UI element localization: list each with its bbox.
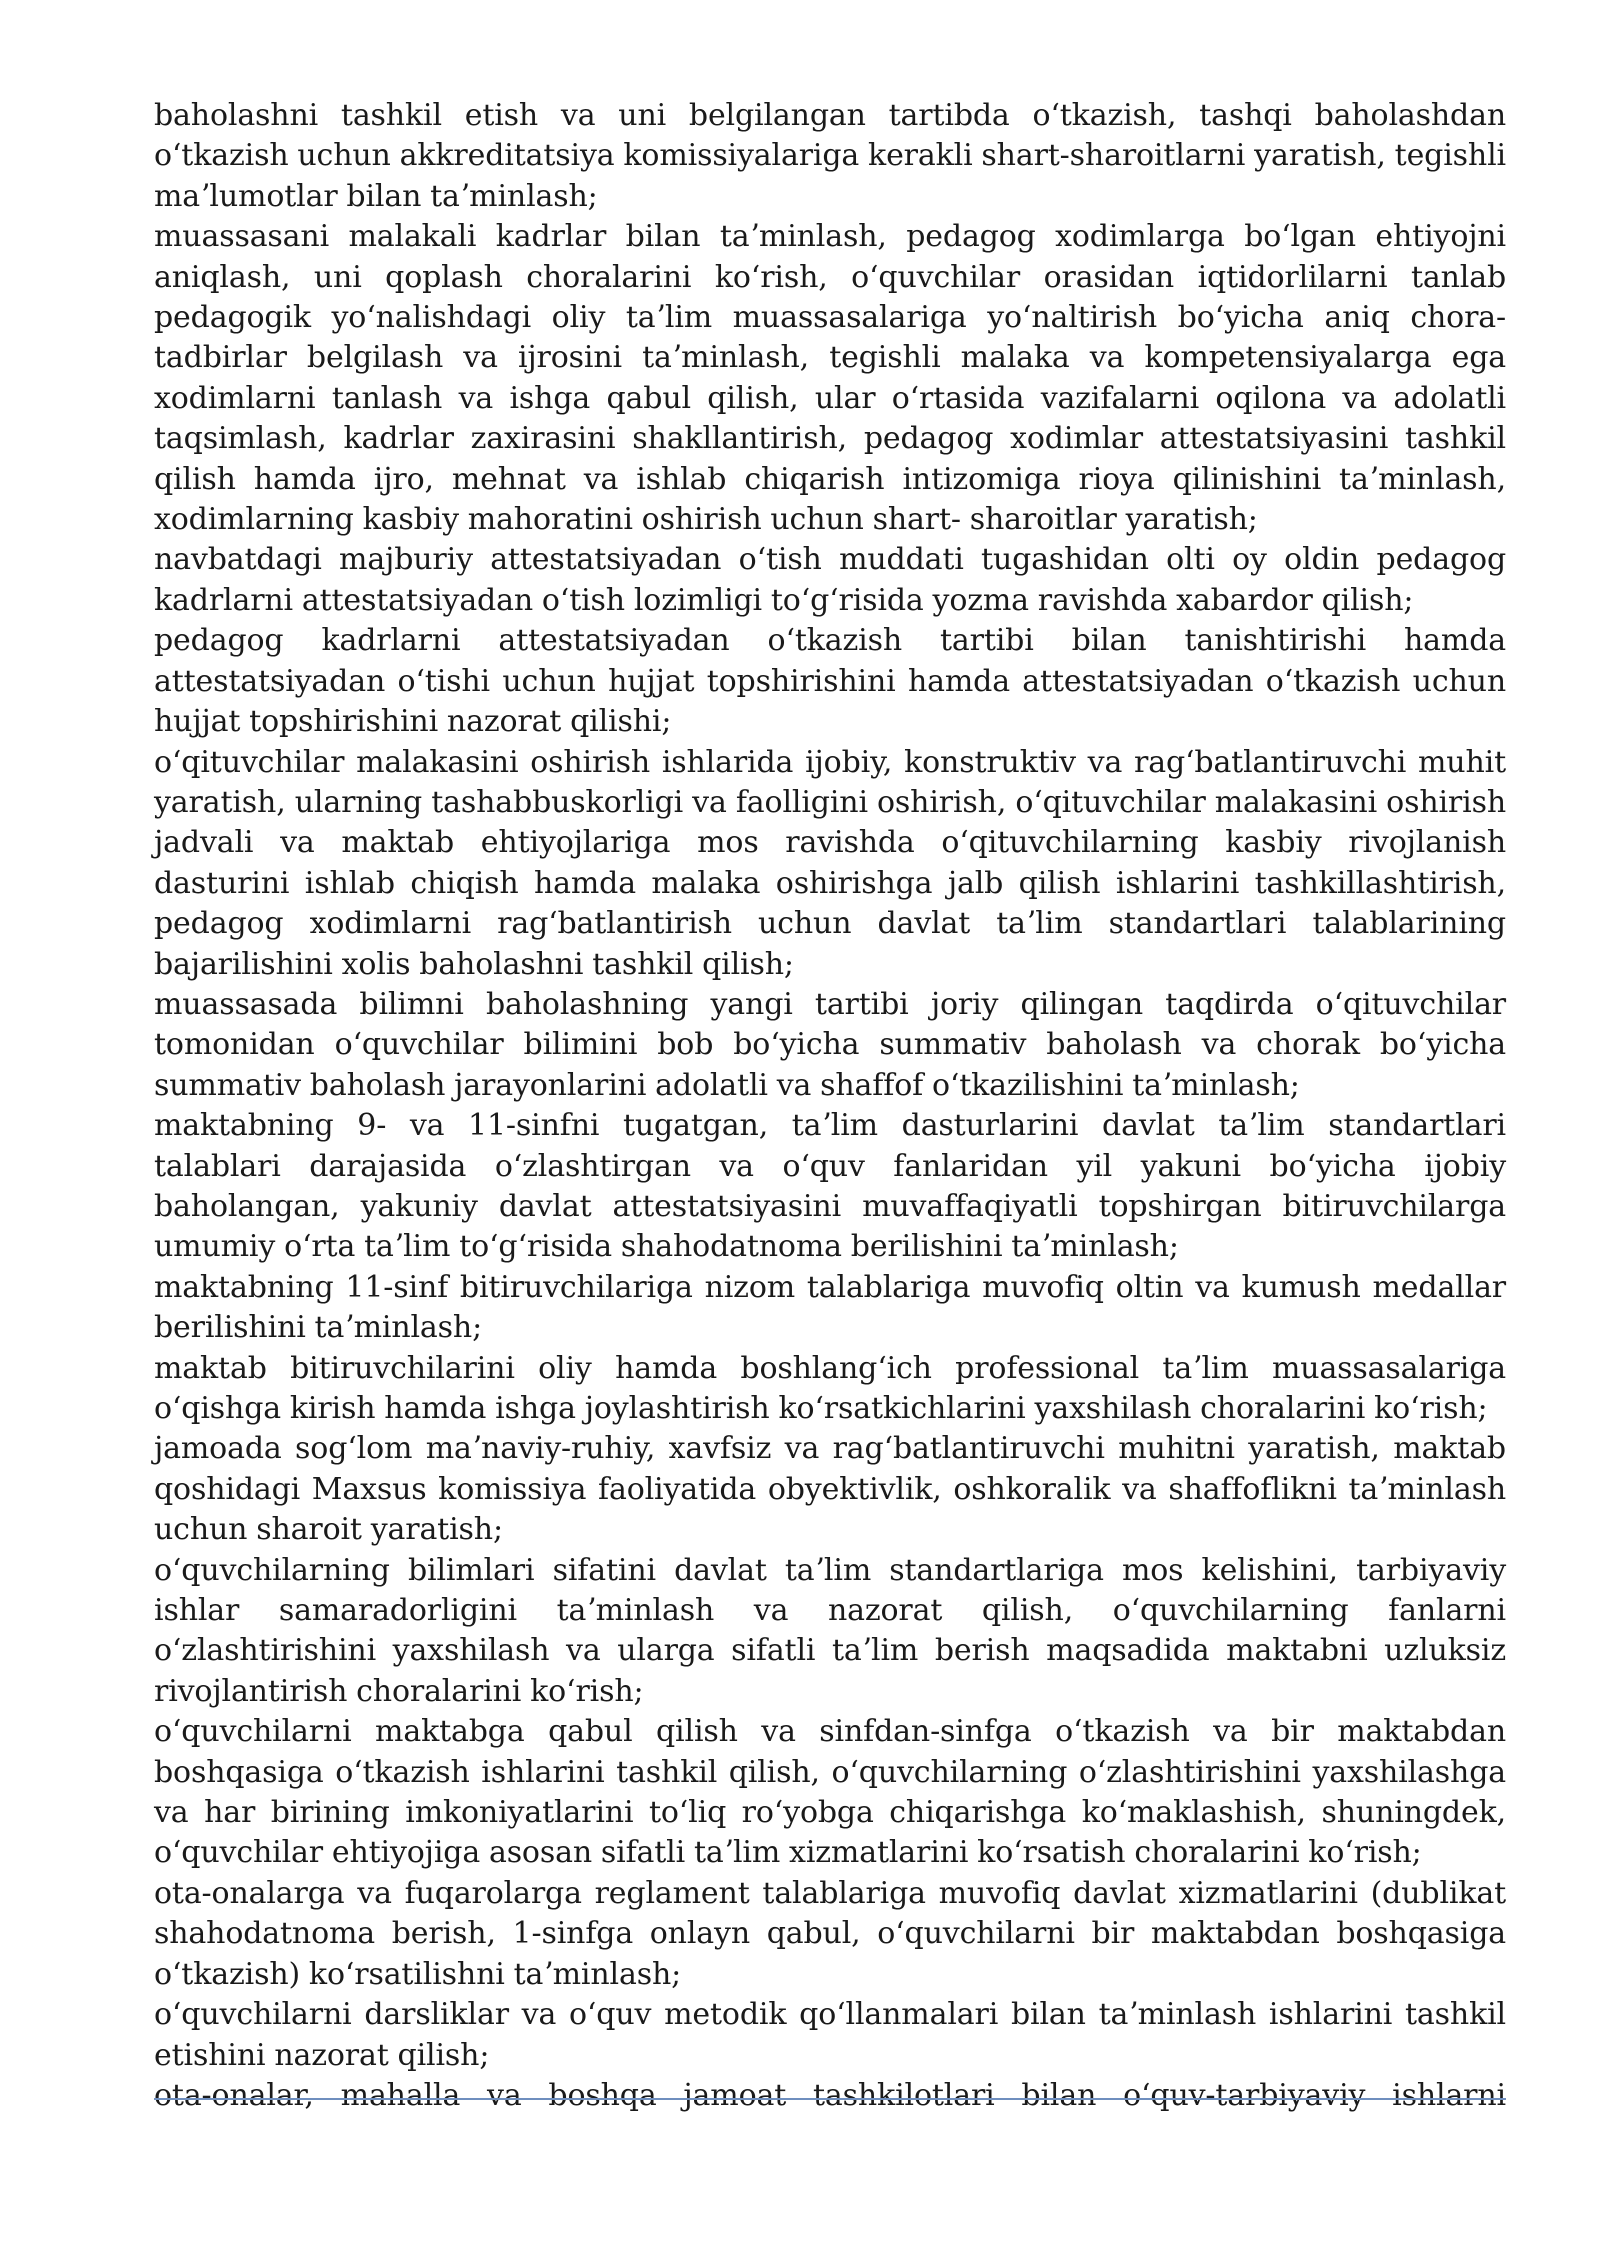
paragraph-teacher-training: oʻqituvchilar malakasini oshirish ishlarida ijobiy, konstruktiv va ragʻbatlantiruvchi muhit yaratish, ularning tashabbuskorligi va faolligini oshirish, oʻqituvchilar malakasini oshirish jadvali va maktab ehtiyojlariga mos ravishda oʻqituvchilarning kasbiy rivojlanish dasturini ishlab chiqish hamda malaka oshirishga jalb qilish ishlarini tashkillashtirish, pedagog xodimlarni ragʻbatlantirish uchun davlat taʼlim standartlari talablarining bajarilishini xolis baholashni tashkil qilish; <box>154 744 1506 982</box>
paragraph-medals: maktabning 11-sinf bitiruvchilariga nizom talablariga muvofiq oltin va kumush medallar berilishini taʼminlash; <box>154 1269 1506 1346</box>
paragraph-staffing: muassasani malakali kadrlar bilan taʼminlash, pedagog xodimlarga boʻlgan ehtiyojni aniqlash, uni qoplash choralarini koʻrish, oʻquvchilar orasidan iqtidorlilarni tanlab pedagogik yoʻnalishdagi oliy taʼlim muassasalariga yoʻnaltirish boʻyicha aniq chora-tadbirlar belgilash va ijrosini taʼminlash, tegishli malaka va kompetensiyalarga ega xodimlarni tanlash va ishga qabul qilish, ular oʻrtasida vazifalarni oqilona va adolatli taqsimlash, kadrlar zaxirasini shakllantirish, pedagog xodimlar attestatsiyasini tashkil qilish hamda ijro, mehnat va ishlab chiqarish intizomiga rioya qilinishini taʼminlash, xodimlarning kasbiy mahoratini oshirish uchun shart- sharoitlar yaratish; <box>154 219 1506 538</box>
paragraph-admission-transfer: oʻquvchilarni maktabga qabul qilish va sinfdan-sinfga oʻtkazish va bir maktabdan boshqasiga oʻtkazish ishlarini tashkil qilish, oʻquvchilarning oʻzlashtirishini yaxshilashga va har birining imkoniyatlarini toʻliq roʻyobga chiqarishga koʻmaklashish, shuningdek, oʻquvchilar ehtiyojiga asosan sifatli taʼlim xizmatlarini koʻrsatish choralarini koʻrish; <box>154 1714 1506 1871</box>
footer-divider <box>154 2098 1506 2100</box>
paragraph-community-partnership: ota-onalar, mahalla va boshqa jamoat tashkilotlari bilan oʻquv-tarbiyaviy ishlarni <box>154 2077 1506 2113</box>
paragraph-public-services: ota-onalarga va fuqarolarga reglament talablariga muvofiq davlat xizmatlarini (dublikat shahodatnoma berish, 1-sinfga onlayn qabul, oʻquvchilarni bir maktabdan boshqasiga oʻtkazish) koʻrsatilishni taʼminlash; <box>154 1875 1506 1992</box>
paragraph-graduate-placement: maktab bitiruvchilarini oliy hamda boshlangʻich professional taʼlim muassasalariga oʻqishga kirish hamda ishga joylashtirish koʻrsatkichlarini yaxshilash choralarini koʻrish; <box>154 1350 1506 1426</box>
paragraph-attestation-notice: navbatdagi majburiy attestatsiyadan oʻtish muddati tugashidan olti oy oldin pedagog kadrlarni attestatsiyadan oʻtish lozimligi toʻgʻrisida yozma ravishda xabardor qilish; <box>154 542 1506 618</box>
document-body <box>154 96 1506 2116</box>
paragraph-attestation-procedure: pedagog kadrlarni attestatsiyadan oʻtkazish tartibi bilan tanishtirishi hamda attestatsiyadan oʻtishi uchun hujjat topshirishini hamda attestatsiyadan oʻtkazish uchun hujjat topshirishini nazorat qilishi; <box>154 623 1506 740</box>
paragraph-textbooks: oʻquvchilarni darsliklar va oʻquv metodik qoʻllanmalari bilan taʼminlash ishlarini tashkil etishini nazorat qilish; <box>154 1997 1506 2073</box>
paragraph-healthy-environment: jamoada sogʻlom maʼnaviy-ruhiy, xavfsiz va ragʻbatlantiruvchi muhitni yaratish, maktab qoshidagi Maxsus komissiya faoliyatida obyektivlik, oshkoralik va shaffoflikni taʼminlash uchun sharoit yaratish; <box>154 1431 1506 1548</box>
paragraph-assessment: baholashni tashkil etish va uni belgilangan tartibda oʻtkazish, tashqi baholashdan oʻtkazish uchun akkreditatsiya komissiyalariga kerakli shart-sharoitlarni yaratish, tegishli maʼlumotlar bilan taʼminlash; <box>154 98 1506 214</box>
paragraph-knowledge-quality: oʻquvchilarning bilimlari sifatini davlat taʼlim standartlariga mos kelishini, tarbiyaviy ishlar samaradorligini taʼminlash va nazorat qilish, oʻquvchilarning fanlarni oʻzlashtirishini yaxshilash va ularga sifatli taʼlim berish maqsadida maktabni uzluksiz rivojlantirish choralarini koʻrish; <box>154 1552 1506 1709</box>
paragraph-summative-assessment: muassasada bilimni baholashning yangi tartibi joriy qilingan taqdirda oʻqituvchilar tomonidan oʻquvchilar bilimini bob boʻyicha summativ baholash va chorak boʻyicha summativ baholash jarayonlarini adolatli va shaffof oʻtkazilishini taʼminlash; <box>154 986 1506 1103</box>
paragraph-certificates: maktabning 9- va 11-sinfni tugatgan, taʼlim dasturlarini davlat taʼlim standartlari talablari darajasida oʻzlashtirgan va oʻquv fanlaridan yil yakuni boʻyicha ijobiy baholangan, yakuniy davlat attestatsiyasini muvaffaqiyatli topshirgan bitiruvchilarga umumiy oʻrta taʼlim toʻgʻrisida shahodatnoma berilishini taʼminlash; <box>154 1108 1506 1265</box>
